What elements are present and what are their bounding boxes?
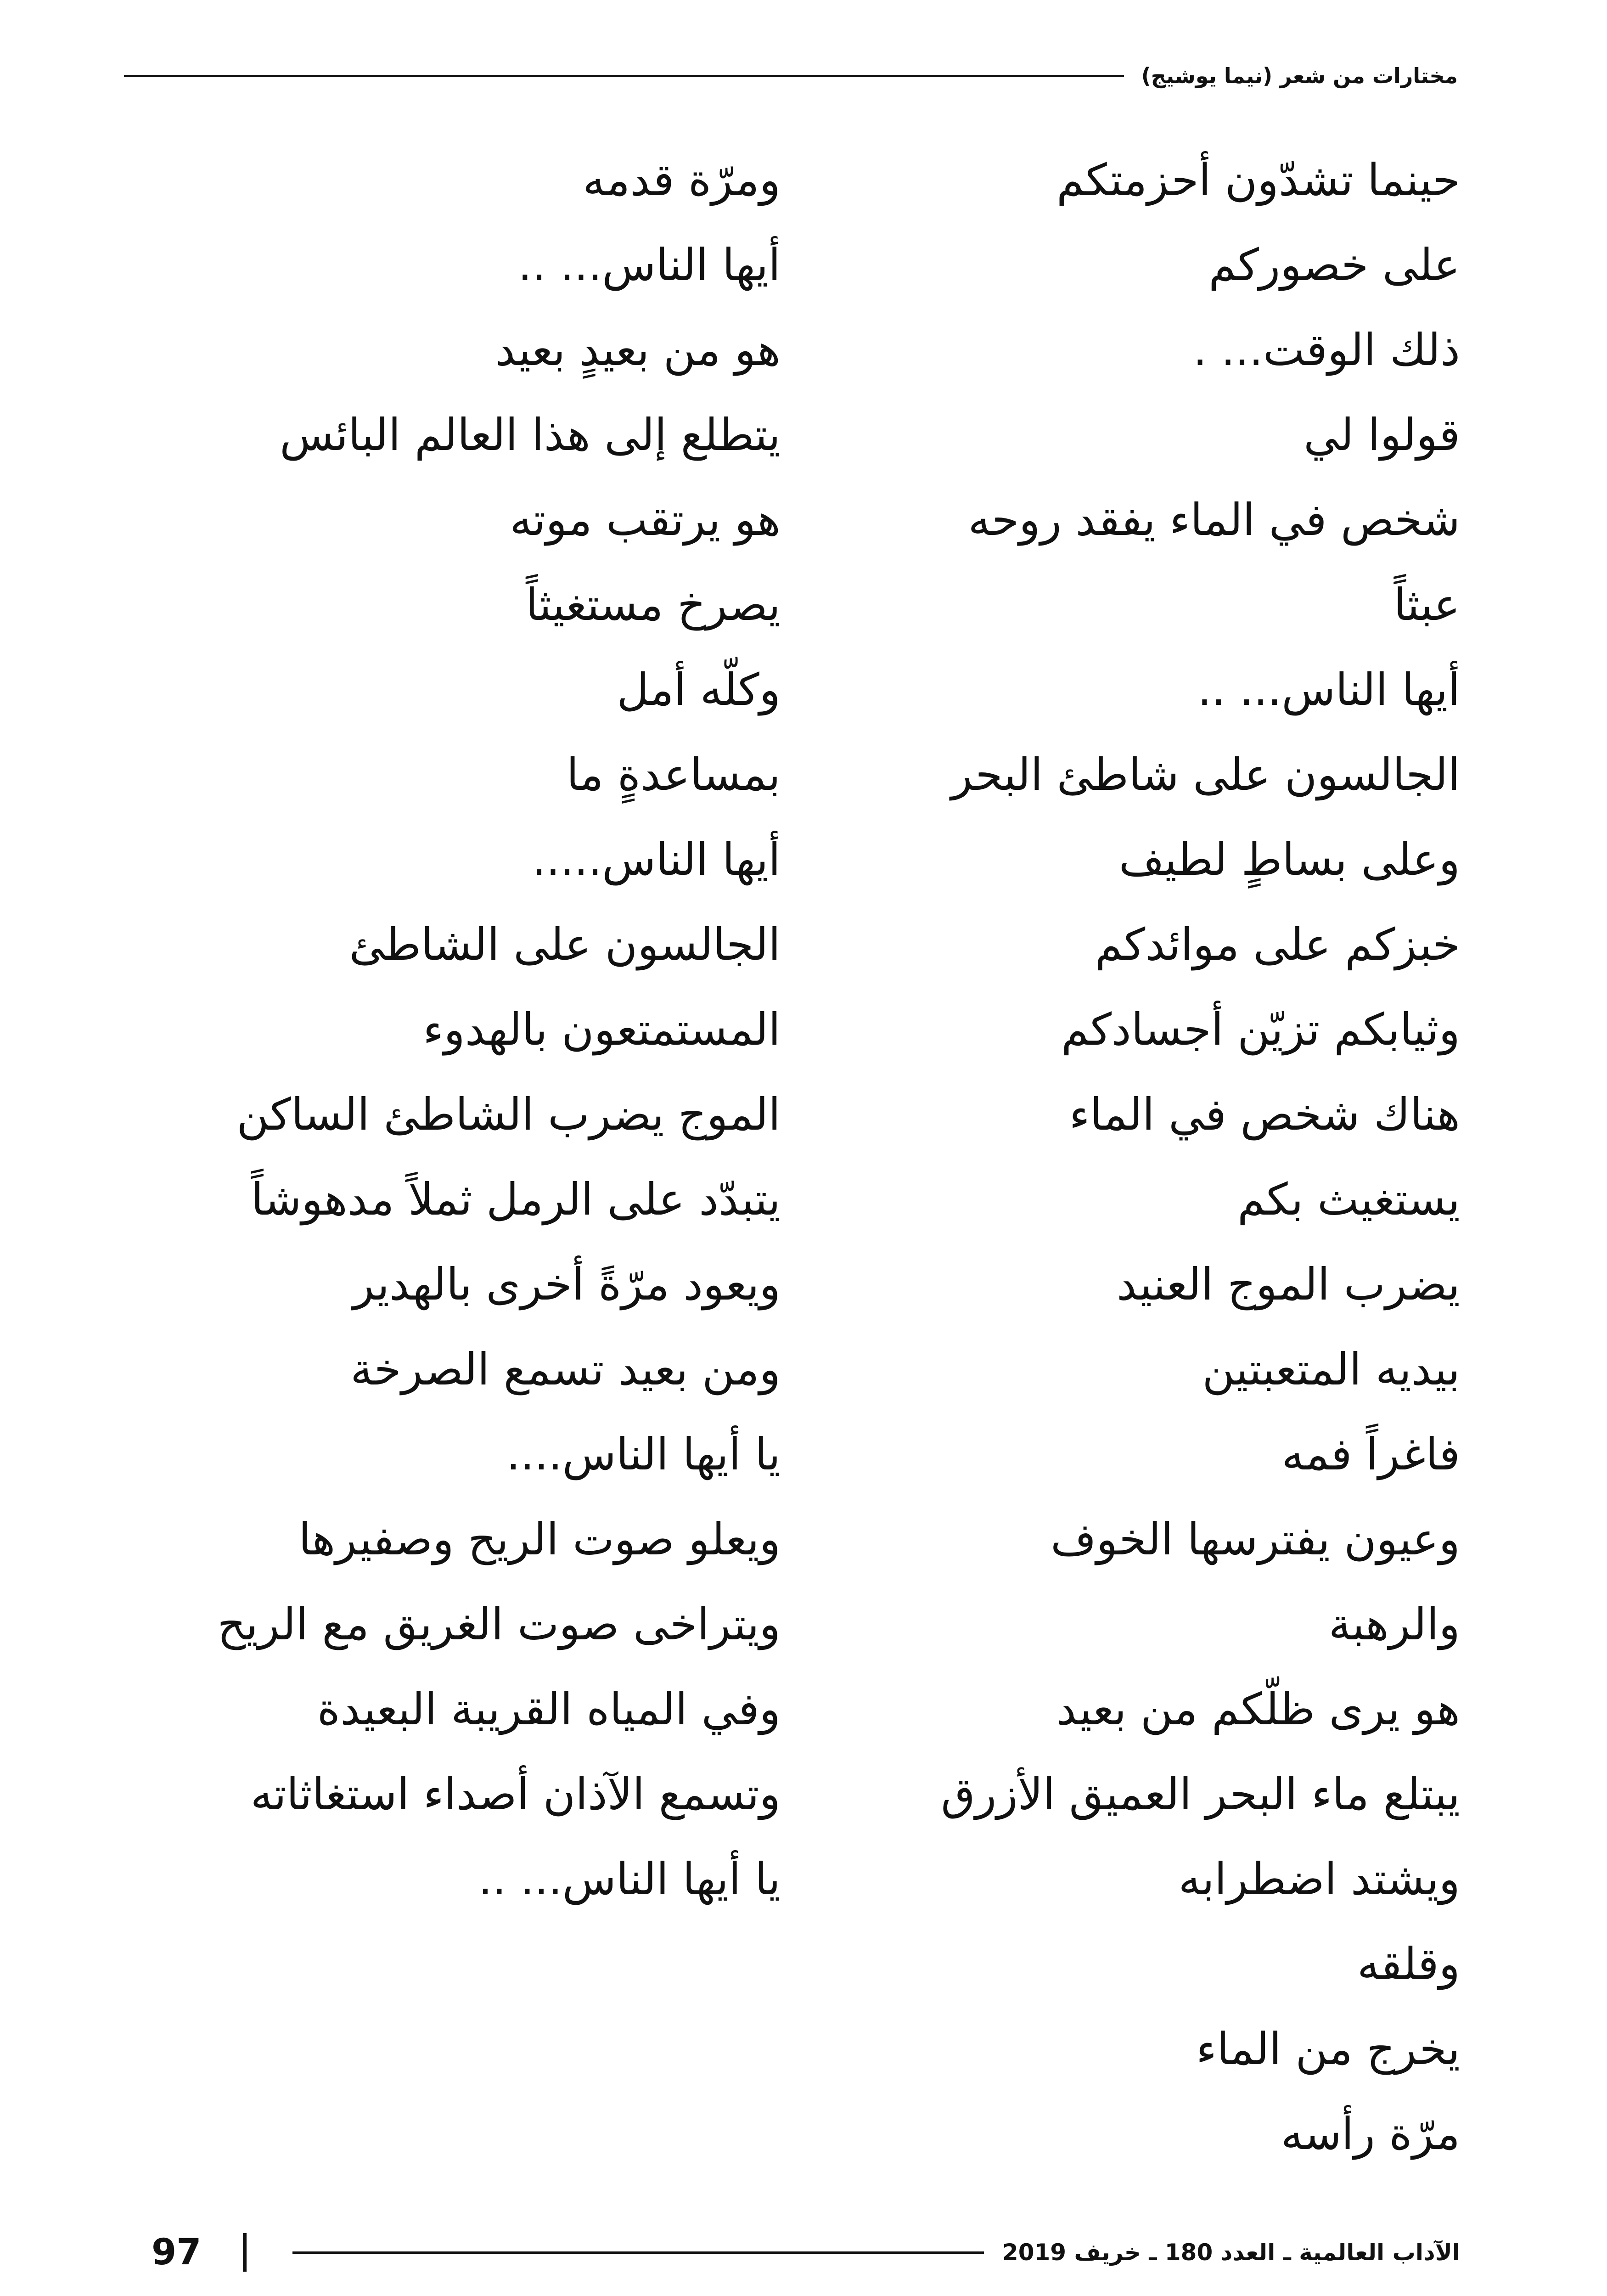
poem-line: ومن بعيد تسمع الصرخة [350,1344,781,1395]
footer-rule [292,2251,984,2254]
poem-line: يضرب الموج العنيد [1117,1259,1460,1310]
poem-right-column [863,138,1460,2177]
running-header [124,48,1458,103]
poem-line: على خصوركم [1208,239,1460,291]
poem-line: يتبدّد على الرمل ثملاً مدهوشاً [251,1174,781,1225]
page-footer [152,2223,1460,2282]
poem-line: ومرّة قدمه [583,154,781,206]
poem-line: يا أيها الناس... .. [478,1853,781,1905]
poem-line: حينما تشدّون أحزمتكم [1056,154,1460,206]
poem-line: شخص في الماء يفقد روحه [968,494,1460,546]
page-number-divider [243,2233,247,2272]
poem-line: الجالسون على شاطئ البحر [951,749,1460,800]
poem-line: فاغراً فمه [1281,1429,1460,1480]
poem-line: هناك شخص في الماء [1069,1089,1460,1140]
poem-line: وعلى بساطٍ لطيف [1118,834,1460,885]
poem-line: المستمتعون بالهدوء [423,1004,781,1055]
page-number: 97 [152,2232,202,2273]
poem-line: يستغيث بكم [1237,1174,1460,1225]
poem-body [138,138,1460,2204]
poem-line: ذلك الوقت... . [1193,324,1460,376]
poem-line: يتطلع إلى هذا العالم البائس [280,409,781,461]
journal-citation: الآداب العالمية ـ العدد 180 ـ خريف 2019 [1002,2239,1460,2266]
poem-line: ويعلو صوت الريح وصفيرها [298,1514,781,1565]
poem-line: يا أيها الناس.... [506,1429,781,1480]
poem-line: يخرج من الماء [1196,2023,1460,2075]
poem-line: ويشتد اضطرابه [1178,1853,1460,1905]
poem-line: هو يرى ظلّكم من بعيد [1056,1683,1460,1735]
poem-line: يصرخ مستغيثاً [526,579,781,630]
header-rule [124,75,1124,77]
poem-line: والرهبة [1328,1598,1460,1650]
poem-line: هو من بعيدٍ بعيد [495,324,781,376]
poem-line: الموج يضرب الشاطئ الساكن [236,1089,781,1140]
poem-line: أيها الناس... .. [1197,664,1460,715]
poem-line: يبتلع ماء البحر العميق الأزرق [941,1768,1460,1820]
poem-line: وفي المياه القريبة البعيدة [317,1683,781,1735]
poem-line: وثيابكم تزيّن أجسادكم [1061,1004,1460,1055]
poem-line: وتسمع الآذان أصداء استغاثاته [250,1768,781,1820]
poem-line: قولوا لي [1304,409,1460,461]
poem-line: وقلقه [1357,1938,1460,1990]
poem-line: بيديه المتعبتين [1202,1344,1460,1395]
poem-line: خبزكم على موائدكم [1095,919,1460,970]
poem-line: ويتراخى صوت الغريق مع الريح [217,1598,781,1650]
poem-line: هو يرتقب موته [510,494,781,546]
poem-line: ويعود مرّةً أخرى بالهدير [353,1259,781,1310]
poem-line: وعيون يفترسها الخوف [1051,1514,1460,1565]
poem-line: أيها الناس..... [532,834,781,885]
poem-line: الجالسون على الشاطئ [349,919,781,970]
poem-line: مرّة رأسه [1281,2108,1460,2160]
poem-line: بمساعدةٍ ما [566,749,781,800]
poem-left-column [147,138,781,1922]
poem-line: عبثاً [1393,579,1460,630]
poem-line: وكلّه أمل [617,664,781,715]
poem-line: أيها الناس... .. [518,239,781,291]
header-title: مختارات من شعر (نيما يوشيج) [1141,63,1458,88]
